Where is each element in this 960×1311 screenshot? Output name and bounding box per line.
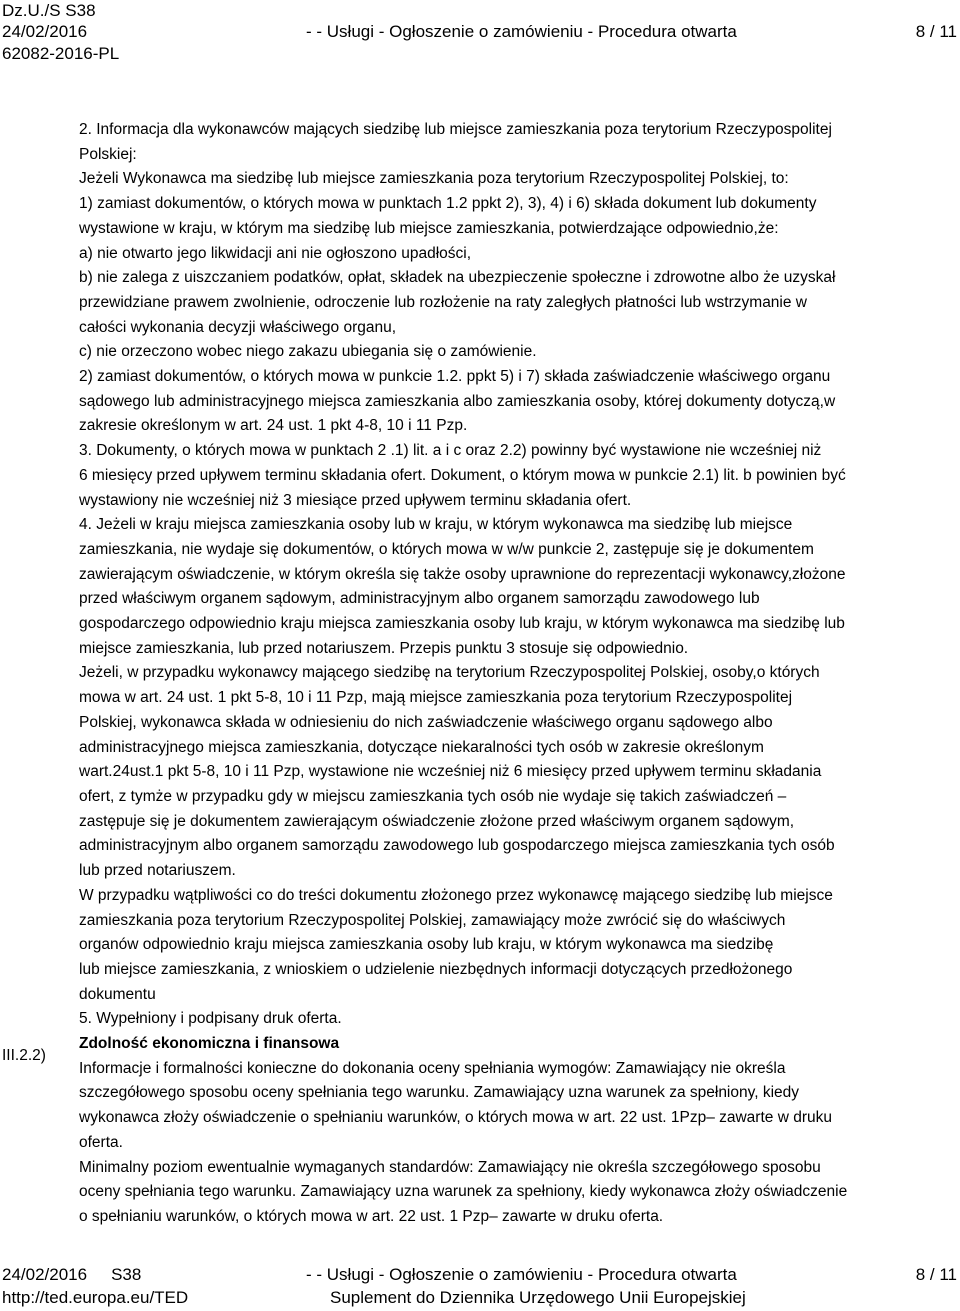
text-line: 3. Dokumenty, o których mowa w punktach 2 .1) lit. a i c oraz 2.2) powinny być wystawione nie wcześniej niż	[79, 442, 822, 460]
body-text	[79, 118, 955, 1032]
text-line: oceny spełniania tego warunku. Zamawiający uzna warunek za spełniony, kiedy wykonawca złoży oświadczenie	[79, 1183, 848, 1201]
page-footer	[0, 1264, 960, 1311]
text-line: c) nie orzeczono wobec niego zakazu ubiegania się o zamówienie.	[79, 343, 537, 361]
text-line: organów odpowiednio kraju miejsca zamieszkania osoby lub kraju, w którym wykonawca ma siedzibę	[79, 936, 774, 954]
text-line: administracyjnego miejsca zamieszkania, dotyczące niekaralności tych osób w zakresie określonym	[79, 738, 764, 756]
text-line: 4. Jeżeli w kraju miejsca zamieszkania osoby lub w kraju, w którym wykonawca ma siedzibę lub miejsce	[79, 516, 793, 534]
text-line: Jeżeli, w przypadku wykonawcy mającego siedzibę na terytorium Rzeczypospolitej Polskiej, osoby,o których	[79, 664, 820, 682]
footer-url[interactable]: http://ted.europa.eu/TED	[2, 1288, 189, 1307]
document-body	[79, 118, 955, 1230]
text-line: zakresie określonym w art. 24 ust. 1 pkt 4-8, 10 i 11 Pzp.	[79, 417, 468, 435]
header-page-number: 8 / 11	[915, 22, 957, 41]
text-line: 5. Wypełniony i podpisany druk oferta.	[79, 1010, 342, 1028]
footer-page-number: 8 / 11	[915, 1265, 957, 1284]
text-line: Informacje i formalności konieczne do dokonania oceny spełniania wymogów: Zamawiający nie określa	[79, 1059, 786, 1077]
footer-title: - - Usługi - Ogłoszenie o zamówieniu - Procedura otwarta	[306, 1265, 737, 1284]
text-line: wykonawca złoży oświadczenie o spełnianiu warunków, o których mowa w art. 22 ust. 1Pzp– zawarte w druku	[79, 1109, 832, 1127]
text-line: ofert, z tymże w przypadku gdy w miejscu zamieszkania tych osób nie wydaje się takich zaświadczeń –	[79, 787, 787, 805]
text-line: Polskiej:	[79, 145, 137, 163]
text-line: przewidziane prawem zwolnienie, odroczenie lub rozłożenie na raty zaległych płatności lub wstrzymanie w	[79, 293, 807, 311]
section-heading: Zdolność ekonomiczna i finansowa	[79, 1035, 340, 1053]
text-line: zamieszkania poza terytorium Rzeczypospolitej Polskiej, zamawiający może zwrócić się do właściwych	[79, 911, 786, 929]
text-line: wystawione w kraju, w którym ma siedzibę lub miejsce zamieszkania, potwierdzające odpowiednio,że:	[79, 219, 779, 237]
header-title: - - Usługi - Ogłoszenie o zamówieniu - Procedura otwarta	[306, 22, 737, 41]
text-line: Polskiej, wykonawca składa w odniesieniu do nich zaświadczenie właściwego organu sądowego albo	[79, 713, 773, 731]
text-line: b) nie zalega z uiszczaniem podatków, opłat, składek na ubezpieczenie społeczne i zdrowotne albo że uzyskał	[79, 269, 836, 287]
footer-date: 24/02/2016 S38	[2, 1265, 142, 1284]
header-date: 24/02/2016	[2, 22, 88, 41]
text-line: całości wykonania decyzji właściwego organu,	[79, 318, 397, 336]
text-line: wystawiony nie wcześniej niż 3 miesiące przed upływem terminu składania ofert.	[79, 491, 632, 509]
text-line: zamieszkania, nie wydaje się dokumentów, o których mowa w w/w punkcie 2, zastępuje się je dokumentem	[79, 540, 814, 558]
text-line: dokumentu	[79, 985, 156, 1003]
text-line: a) nie otwarto jego likwidacji ani nie ogłoszono upadłości,	[79, 244, 472, 262]
footer-supplement: Suplement do Dziennika Urzędowego Unii Europejskiej	[330, 1288, 746, 1307]
notice-id: 62082-2016-PL	[2, 44, 120, 63]
text-line: mowa w art. 24 ust. 1 pkt 5-8, 10 i 11 Pzp, mają miejsce zamieszkania poza terytorium Rzeczypospolitej	[79, 689, 793, 707]
text-line: 2) zamiast dokumentów, o których mowa w punkcie 1.2. ppkt 5) i 7) składa zaświadczenie właściwego organu	[79, 368, 831, 386]
text-line: przed właściwym organem sądowym, administracyjnym albo organem samorządu zawodowego lub	[79, 590, 760, 608]
text-line: wart.24ust.1 pkt 5-8, 10 i 11 Pzp, wystawione nie wcześniej niż 6 miesięcy przed upływem terminu składania	[79, 763, 822, 781]
text-line: zastępuje się je dokumentem zawierającym oświadczenie złożone przed właściwym organem sądowym,	[79, 812, 795, 830]
text-line: o spełnianiu warunków, o których mowa w art. 22 ust. 1 Pzp– zawarte w druku oferta.	[79, 1207, 664, 1225]
footer-series: S38	[111, 1265, 142, 1284]
text-line: W przypadku wątpliwości co do treści dokumentu złożonego przez wykonawcę mającego siedzibę lub miejsce	[79, 886, 833, 904]
text-line: administracyjnym albo organem samorządu zawodowego lub gospodarczego miejsca zamieszkania tych osób	[79, 837, 835, 855]
text-line: sądowego lub administracyjnego miejsca zamieszkania albo zamieszkania osoby, której dokumenty dotyczą,w	[79, 392, 836, 410]
text-line: 1) zamiast dokumentów, o których mowa w punktach 1.2 ppkt 2), 3), 4) i 6) składa dokument lub dokumenty	[79, 195, 817, 213]
text-line: lub przed notariuszem.	[79, 862, 236, 880]
text-line: 6 miesięcy przed upływem terminu składania ofert. Dokument, o którym mowa w punkcie 2.1) lit. b powinien być	[79, 466, 846, 484]
text-line: zawierającym oświadczenie, w którym określa się także osoby uprawnione do reprezentacji wykonawcy,złożone	[79, 565, 846, 583]
section-number: III.2.2)	[2, 1047, 46, 1064]
section-text	[79, 1057, 955, 1230]
text-line: Minimalny poziom ewentualnie wymaganych standardów: Zamawiający nie określa szczegółowego sposobu	[79, 1158, 821, 1176]
text-line: 2. Informacja dla wykonawców mających siedzibę lub miejsce zamieszkania poza terytorium Rzeczypospolitej	[79, 121, 832, 138]
text-line: oferta.	[79, 1133, 123, 1151]
text-line: szczegółowego sposobu oceny spełniania tego warunku. Zamawiający uzna warunek za spełniony, kiedy	[79, 1084, 800, 1102]
text-line: miejsce zamieszkania, lub przed notariuszem. Przepis punktu 3 stosuje się odpowiednio.	[79, 639, 689, 657]
text-line: lub miejsce zamieszkania, z wnioskiem o udzielenie niezbędnych informacji dotyczących przedłożonego	[79, 960, 793, 978]
page-header	[0, 0, 960, 70]
text-line: Jeżeli Wykonawca ma siedzibę lub miejsce zamieszkania poza terytorium Rzeczypospolitej Polskiej, to:	[79, 170, 789, 188]
text-line: gospodarczego odpowiednio kraju miejsca zamieszkania osoby lub kraju, w którym wykonawca ma siedzibę lub	[79, 615, 845, 633]
journal-ref: Dz.U./S S38	[2, 1, 96, 20]
